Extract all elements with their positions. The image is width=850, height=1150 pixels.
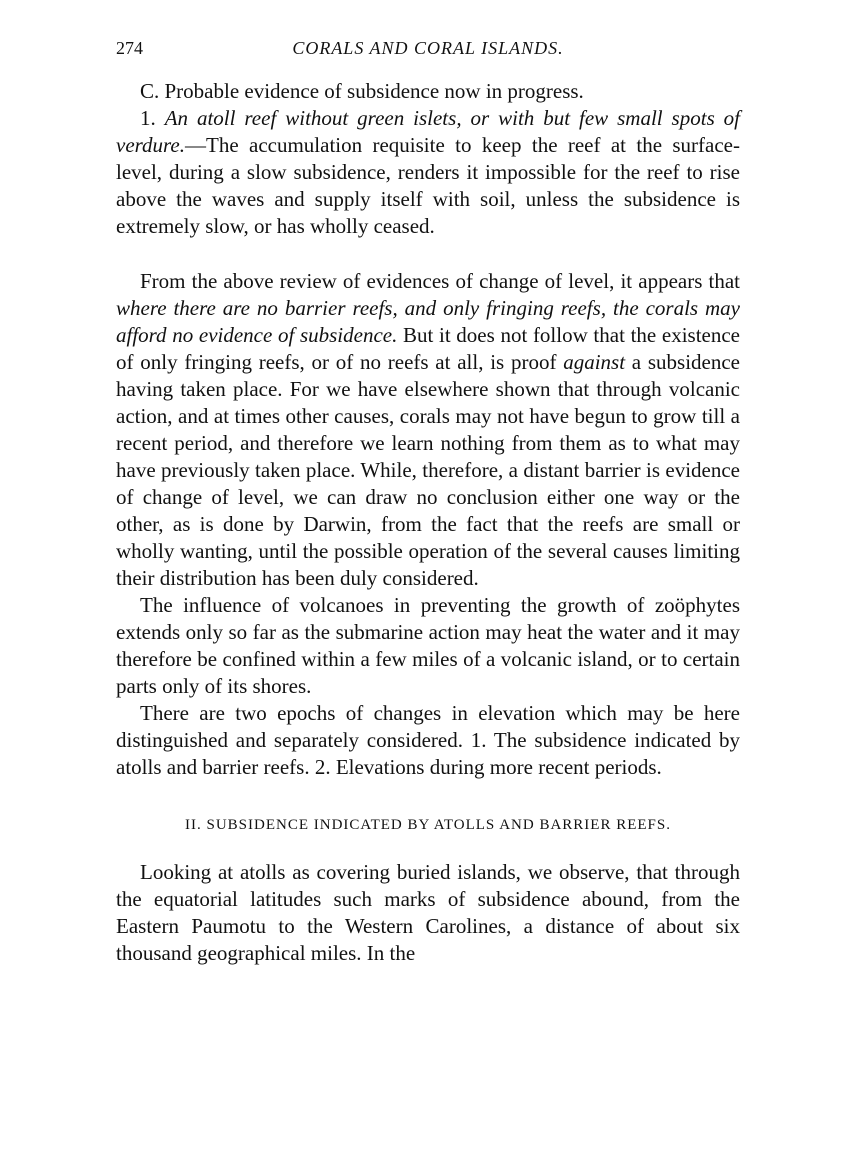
epochs-paragraph: There are two epochs of changes in elevation which may be here distinguished and separately considered. 1. The subsidence indicated by atolls and barrier reefs. 2. Elevations during more recent periods. xyxy=(116,701,740,779)
atolls-paragraph: Looking at atolls as covering buried islands, we observe, that through the equatorial latitudes such marks of subsidence abound, from the Eastern Paumotu to the Western Carolines, a distance of about six thousand geographical miles. In the xyxy=(116,860,740,965)
item-1-paragraph xyxy=(116,105,740,240)
section-c-heading: C. Probable evidence of subsidence now in progress. xyxy=(140,79,584,103)
review-text-3: a subsidence having taken place. For we have elsewhere shown that through volcanic action, and at times other causes, corals may not have begun to grow till a recent period, and therefore we learn nothing from them as to what may have previously taken place. While, therefore, a distant barrier is evidence of change of level, we can draw no conclusion either one way or the other, as is done by Darwin, from the fact that the reefs are small or wholly wanting, until the possible operation of the several causes limiting their distribution has been duly considered. xyxy=(116,350,740,590)
review-emphasis-2: against xyxy=(563,350,626,374)
item-1-title: An atoll reef without green islets, or with but few small spots of verdure. xyxy=(116,106,741,157)
review-text-1: From the above review of evidences of change of level, it appears that xyxy=(140,269,740,293)
review-emphasis-1: where there are no barrier reefs, and only fringing reefs, the corals may afford no evidence of subsidence. xyxy=(116,296,740,347)
running-header xyxy=(116,38,740,64)
running-title: CORALS AND CORAL ISLANDS. xyxy=(292,38,564,58)
section-ii-heading: II. SUBSIDENCE INDICATED BY ATOLLS AND BARRIER REEFS. xyxy=(185,817,671,833)
review-text-2: But it does not follow that the existence of only fringing reefs, or of no reefs at all, is proof xyxy=(116,323,740,374)
page-number: 274 xyxy=(116,38,143,58)
book-page xyxy=(116,38,740,967)
review-paragraph xyxy=(116,268,740,592)
item-1-label: 1. xyxy=(140,106,165,130)
volcanoes-paragraph: The influence of volcanoes in preventing the growth of zoöphytes extends only so far as the submarine action may heat the water and it may therefore be confined within a few miles of a volcanic island, or to certain parts only of its shores. xyxy=(116,593,740,698)
item-1-text: —The accumulation requisite to keep the reef at the surface-level, during a slow subsidence, renders it impossible for the reef to rise above the waves and supply itself with soil, unless the subsidence is extremely slow, or has wholly ceased. xyxy=(116,133,740,238)
